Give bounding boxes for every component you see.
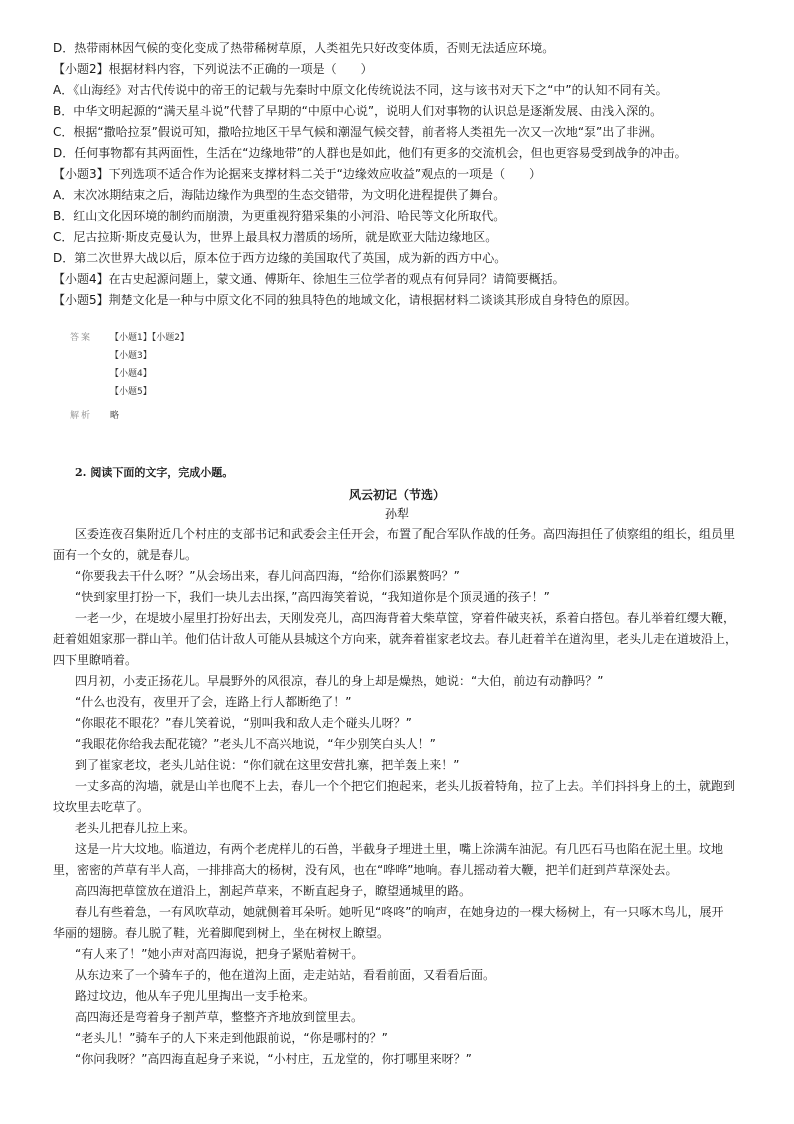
story-line: 四月初，小麦正扬花儿。早晨野外的风很凉，春儿的身上却是燥热，她说：“大伯，前边有动静吗？” — [75, 674, 604, 688]
story-author: 孙犁 — [384, 507, 409, 521]
question-4-line: 【小题4】在古史起源问题上，蒙文通、傅斯年、徐旭生三位学者的观点有何异同？请简要概括。 — [53, 272, 565, 286]
question-2-heading: 2. 阅读下面的文字，完成小题。 — [75, 466, 234, 479]
story-title: 风云初记（节选） — [348, 488, 445, 502]
story-line: “你要我去干什么呀？”从会场出来，春儿问高四海，“给你们添累赘吗？” — [75, 569, 460, 583]
option-line: A．《山海经》对古代传说中的帝王的记载与先秦时中原文化传统说法不同，这与该书对天下之“中”的认知不同有关。 — [53, 83, 668, 97]
option-line: B．中华文明起源的“满天星斗说”代替了早期的“中原中心说”，说明人们对事物的认识总是逐渐发展、由浅入深的。 — [53, 104, 663, 118]
story-line: 华丽的翅膀。春儿脱了鞋，光着脚爬到树上，坐在树杈上瞭望。 — [53, 926, 390, 940]
question-2-line: 【小题2】根据材料内容，下列说法不正确的一项是（ ） — [53, 62, 373, 76]
story-line: 坟坎里去吃草了。 — [53, 800, 150, 814]
answer-item: 【小题5】 — [110, 387, 152, 397]
story-line: 区委连夜召集附近几个村庄的支部书记和武委会主任开会，布置了配合军队作战的任务。高四海担任了侦察组的组长，组员里 — [75, 527, 736, 541]
story-line: 路过坟边，他从车子兜儿里掏出一支手枪来。 — [75, 989, 316, 1003]
question-3-line: 【小题3】下列选项不适合作为论据来支撑材料二关于“边缘效应收益”观点的一项是（ ） — [53, 167, 542, 181]
analysis-value: 略 — [110, 411, 120, 421]
answer-item: 【小题3】 — [110, 351, 152, 361]
story-line: 四下里瞭哨着。 — [53, 653, 138, 667]
question-5-line: 【小题5】荆楚文化是一种与中原文化不同的独具特色的地域文化，请根据材料二谈谈其形成自身特色的原因。 — [53, 293, 637, 307]
story-line: “你问我呀？”高四海直起身子来说，“小村庄，五龙堂的，你打哪里来呀？” — [75, 1052, 472, 1066]
story-line: 高四海把草筐放在道沿上，割起芦草来，不断直起身子，瞭望通城里的路。 — [75, 884, 472, 898]
story-line: “有人来了！”她小声对高四海说，把身子紧贴着树干。 — [75, 947, 364, 961]
story-line: 春儿有些着急，一有风吹草动，她就侧着耳朵听。她听见“咚咚”的响声，在她身边的一棵大杨树上，有一只啄木鸟儿，展开 — [75, 905, 724, 919]
story-line: 从东边来了一个骑车子的，他在道沟上面，走走站站，看看前面，又看看后面。 — [75, 968, 496, 982]
story-line: 里，密密的芦草有半人高，一排排高大的杨树，没有风，也在“哗哗”地响。春儿摇动着大鞭，把羊们赶到芦草深处去。 — [53, 863, 678, 877]
option-line: D．任何事物都有其两面性，生活在“边缘地带”的人群也是如此，他们有更多的交流机会，但也更容易受到战争的冲击。 — [53, 146, 687, 160]
option-line: C．根据“撒哈拉泵”假说可知，撒哈拉地区干旱气候和潮湿气候交替，前者将人类祖先一次又一次地“泵”出了非洲。 — [53, 125, 663, 139]
story-line: 一老一少，在堤坡小屋里打扮好出去，天刚发亮儿，高四海背着大柴草筐，穿着件破夹袄，系着白搭包。春儿举着红缨大鞭， — [75, 611, 736, 625]
answer-item: 【小题4】 — [110, 369, 152, 379]
option-line: D．热带雨林因气候的变化变成了热带稀树草原，人类祖先只好改变体质，否则无法适应环境。 — [53, 41, 555, 55]
story-line: “什么也没有，夜里开了会，连路上行人都断绝了！” — [75, 695, 352, 709]
story-line: 这是一片大坟地。临道边，有两个老虎样儿的石兽，半截身子埋进土里，嘴上涂满车油泥。有几匹石马也陷在泥土里。坟地 — [75, 842, 724, 856]
story-line: “你眼花不眼花？”春儿笑着说，“别叫我和敌人走个碰头儿呀？” — [75, 716, 412, 730]
story-line: “快到家里打扮一下，我们一块儿去出探，”高四海笑着说，“我知道你是个顶灵通的孩子！” — [75, 590, 550, 604]
story-line: 老头儿把春儿拉上来。 — [75, 821, 196, 835]
story-line: 面有一个女的，就是春儿。 — [53, 548, 198, 562]
story-line: “老头儿！”骑车子的人下来走到他跟前说，“你是哪村的？” — [75, 1031, 388, 1045]
story-line: 一丈多高的沟墙，就是山羊也爬不上去，春儿一个个把它们抱起来，老头儿扳着特角，拉了上去。羊们抖抖身上的土，就跑到 — [75, 779, 736, 793]
analysis-label: 解析 — [70, 411, 93, 421]
story-line: 高四海还是弯着身子割芦草，整整齐齐地放到筐里去。 — [75, 1010, 364, 1024]
story-line: “我眼花你给我去配花镜？”老头儿不高兴地说，“年少别笑白头人！” — [75, 737, 436, 751]
answer-item: 【小题1】【小题2】 — [110, 333, 189, 343]
option-line: B．红山文化因环境的制约而崩溃，为更重视狩猎采集的小河沿、哈民等文化所取代。 — [53, 209, 506, 223]
story-line: 赶着姐姐家那一群山羊。他们估计敌人可能从县城这个方向来，就奔着崔家老坟去。春儿赶着羊在道沟里，老头儿走在道坡沿上， — [53, 632, 738, 646]
option-line: D．第二次世界大战以后，原本位于西方边缘的美国取代了英国，成为新的西方中心。 — [53, 251, 507, 265]
option-line: A．末次冰期结束之后，海陆边缘作为典型的生态交错带，为文明化进程提供了舞台。 — [53, 188, 506, 202]
answer-label: 答案 — [70, 333, 93, 343]
option-line: C．尼古拉斯·斯皮克曼认为，世界上最具权力潜质的场所，就是欧亚大陆边缘地区。 — [53, 230, 498, 244]
story-line: 到了崔家老坟，老头儿站住说：“你们就在这里安营扎寨，把羊轰上来！” — [75, 758, 460, 772]
